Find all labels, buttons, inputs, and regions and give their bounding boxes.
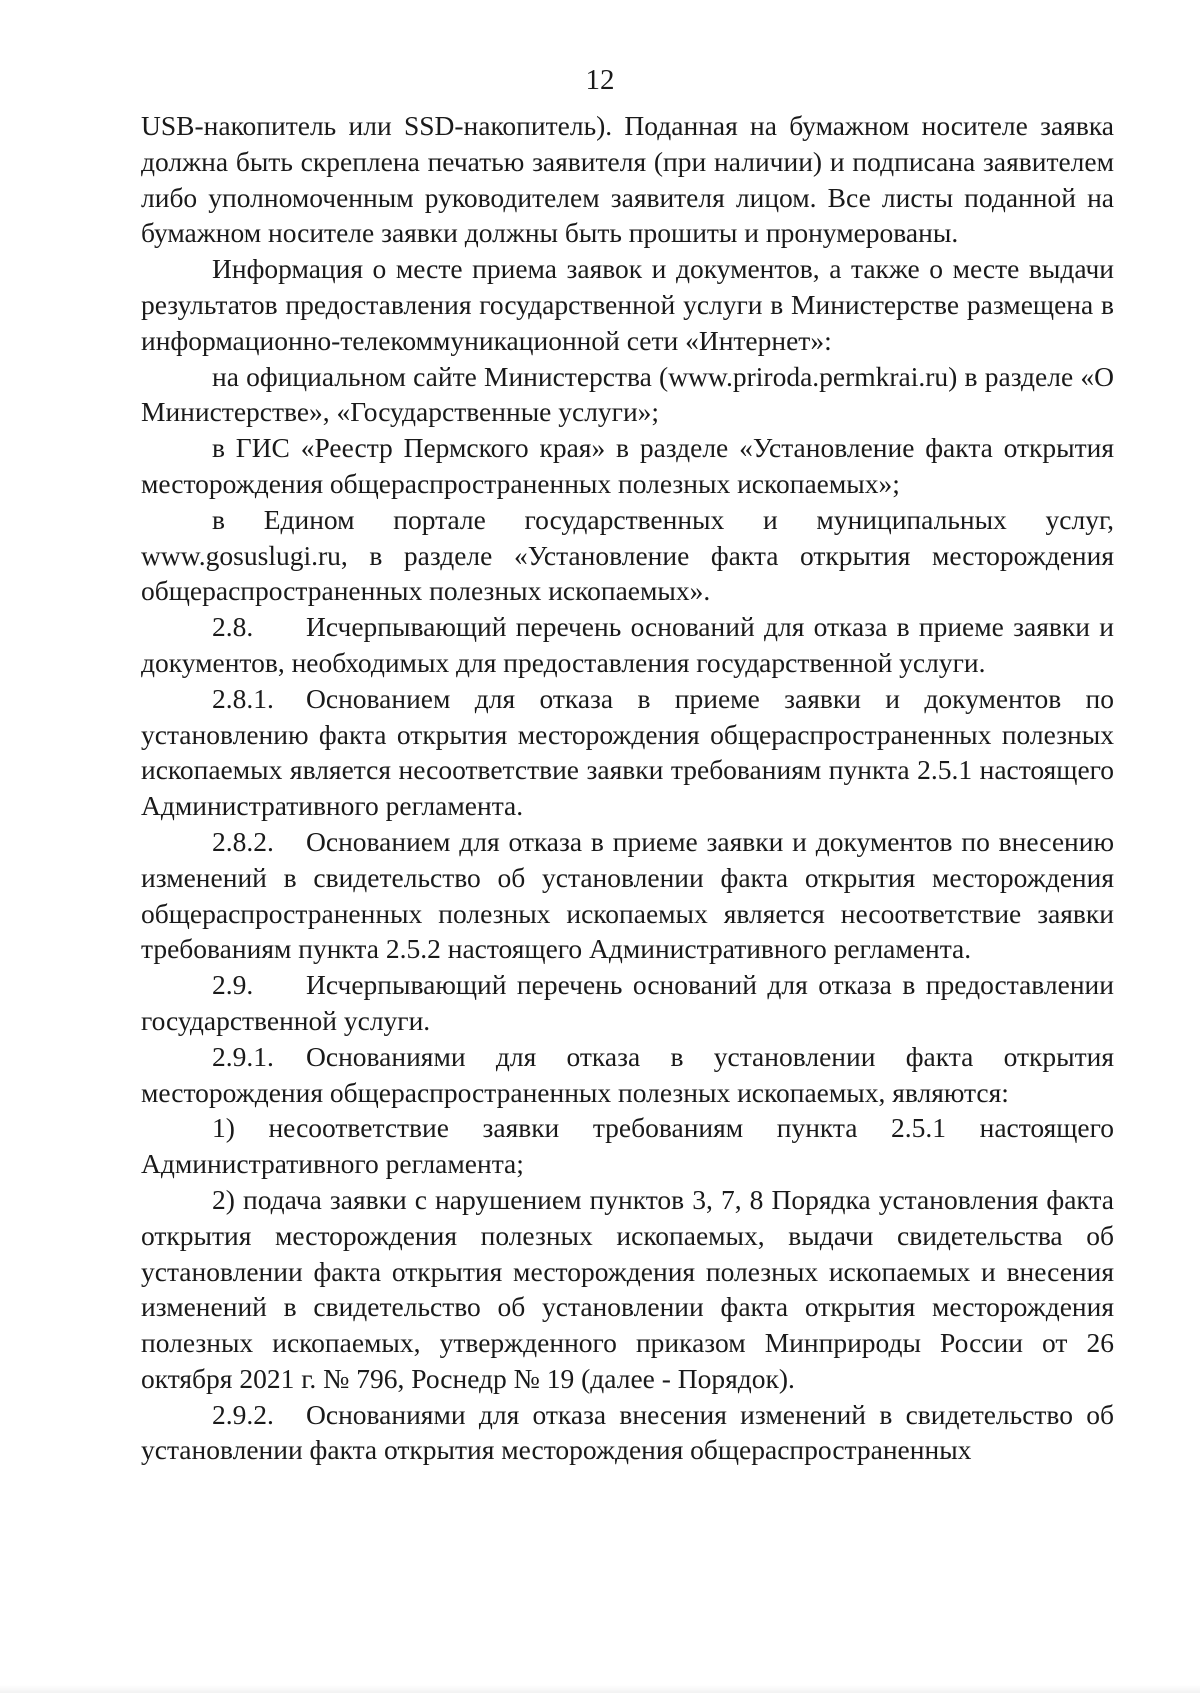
- list-item-2: 2) подача заявки с нарушением пунктов 3, 7, 8 Порядка установления факта открытия месторождения полезных ископаемых, выдачи свидетельства об установлении факта открытия месторождения полезных ископаемых и внесения изменений в свидетельство об установлении факта открытия месторождения полезных ископаемых, утвержденного приказом Минприроды России от 26 октября 2021 г. № 796, Роснедр № 19 (далее - Порядок).: [141, 1183, 1114, 1394]
- paragraph-gis-registry: в ГИС «Реестр Пермского края» в разделе «Установление факта открытия месторождения общераспространенных полезных ископаемых»;: [141, 432, 1114, 499]
- section-number: 2.9.1.: [212, 1040, 274, 1072]
- section-number: 2.8.2.: [212, 825, 274, 857]
- paragraph-info-location: Информация о месте приема заявок и документов, а также о месте выдачи результатов предоставления государственной услуги в Министерстве размещена в информационно-телекоммуникационной сети «Интернет»:: [141, 253, 1114, 356]
- section-2-8: [141, 609, 1114, 681]
- section-text: Основанием для отказа в приеме заявки и документов по установлению факта открытия месторождения общераспространенных полезных ископаемых является несоответствие заявки требованиям пункта 2.5.1 настоящего Административного регламента.: [141, 682, 1114, 822]
- section-2-8-2: [141, 824, 1114, 967]
- section-2-9-2: [141, 1397, 1114, 1469]
- document-body: [141, 108, 1114, 1468]
- section-text: Исчерпывающий перечень оснований для отказа в приеме заявки и документов, необходимых для предоставления государственной услуги.: [141, 611, 1114, 678]
- paragraph-gosuslugi: в Едином портале государственных и муниципальных услуг, www.gosuslugi.ru, в разделе «Установление факта открытия месторождения общераспространенных полезных ископаемых».: [141, 503, 1114, 607]
- section-2-9: [141, 967, 1114, 1039]
- section-2-8-1: [141, 681, 1114, 824]
- page-number: 12: [585, 64, 615, 96]
- paragraph-continuation: USB-накопитель или SSD-накопитель). Поданная на бумажном носителе заявка должна быть скреплена печатью заявителя (при наличии) и подписана заявителем либо уполномоченным руководителем заявителя лицом. Все листы поданной на бумажном носителе заявки должны быть прошиты и пронумерованы.: [141, 110, 1114, 249]
- section-text: Основаниями для отказа в установлении факта открытия месторождения общераспространенных полезных ископаемых, являются:: [141, 1040, 1114, 1108]
- section-2-9-1: [141, 1039, 1114, 1111]
- section-number: 2.9.2.: [212, 1398, 274, 1430]
- scan-bottom-edge: [0, 1685, 1200, 1693]
- section-text: Основанием для отказа в приеме заявки и документов по внесению изменений в свидетельство об установлении факта открытия месторождения общераспространенных полезных ископаемых является несоответствие заявки требованиям пункта 2.5.2 настоящего Административного регламента.: [141, 825, 1114, 965]
- section-number: 2.8.1.: [212, 682, 274, 714]
- paragraph-ministry-site: на официальном сайте Министерства (www.priroda.permkrai.ru) в разделе «О Министерстве», «Государственные услуги»;: [141, 360, 1114, 428]
- section-text: Основаниями для отказа внесения изменений в свидетельство об установлении факта открытия месторождения общераспространенных: [141, 1398, 1114, 1466]
- section-number: 2.8.: [212, 611, 254, 643]
- section-text: Исчерпывающий перечень оснований для отказа в предоставлении государственной услуги.: [141, 969, 1114, 1036]
- section-number: 2.9.: [212, 969, 254, 1001]
- list-item-1: 1) несоответствие заявки требованиям пункта 2.5.1 настоящего Административного регламента;: [141, 1112, 1114, 1180]
